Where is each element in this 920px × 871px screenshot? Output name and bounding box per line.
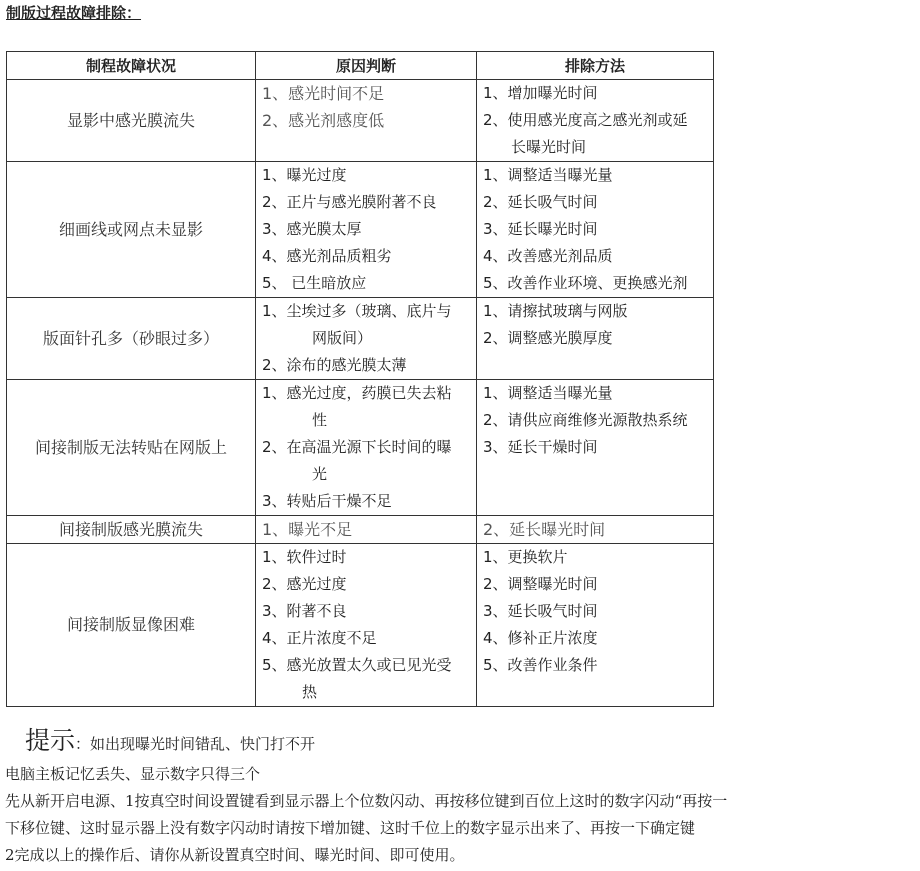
condition-cell: 间接制版无法转贴在网版上: [7, 380, 256, 516]
cause-cell: [256, 544, 477, 707]
table-row: [7, 380, 714, 516]
cause-line: 3、附著不良: [262, 602, 347, 620]
remedy-line: 2、调整感光膜厚度: [483, 329, 613, 347]
cause-line: 1、曝光不足: [262, 520, 353, 539]
header-remedy: 排除方法: [477, 52, 714, 80]
remedy-line: 3、延长吸气时间: [483, 602, 598, 620]
table-row: [7, 516, 714, 544]
remedy-cell: [477, 380, 714, 516]
remedy-cell: [477, 544, 714, 707]
header-condition: 制程故障状况: [7, 52, 256, 80]
cause-line: 1、感光过度，药膜已失去粘: [262, 384, 452, 402]
cause-line: 5、 已生暗放应: [262, 274, 367, 292]
condition-cell: 显影中感光膜流失: [7, 80, 256, 162]
cause-line: 性: [312, 411, 328, 429]
condition-cell: 细画线或网点未显影: [7, 162, 256, 298]
cause-line: 4、感光剂品质粗劣: [262, 247, 392, 265]
tip-line-1: [5, 724, 920, 761]
cause-cell: [256, 298, 477, 380]
cause-cell: [256, 380, 477, 516]
page-heading: 制版过程故障排除：: [6, 4, 142, 22]
tip-line-2: 电脑主板记忆丢失、显示数字只得三个: [5, 765, 261, 783]
remedy-line: 3、延长曝光时间: [483, 220, 598, 238]
remedy-cell: [477, 516, 714, 544]
cause-cell: [256, 516, 477, 544]
condition-cell: 间接制版显像困难: [7, 544, 256, 707]
remedy-cell: [477, 80, 714, 162]
condition-cell: 版面针孔多（砂眼过多）: [7, 298, 256, 380]
troubleshooting-table: [6, 51, 714, 707]
cause-line: 1、曝光过度: [262, 166, 347, 184]
remedy-line: 长曝光时间: [511, 138, 587, 156]
cause-line: 光: [312, 465, 328, 483]
cause-cell: [256, 162, 477, 298]
remedy-line: 1、调整适当曝光量: [483, 384, 613, 402]
remedy-line: 1、调整适当曝光量: [483, 166, 613, 184]
cause-line: 2、在高温光源下长时间的曝: [262, 438, 452, 456]
cause-line: 2、正片与感光膜附著不良: [262, 193, 437, 211]
cause-line: 4、正片浓度不足: [262, 629, 377, 647]
cause-line: 网版间）: [312, 329, 373, 347]
cause-line: 3、转贴后干燥不足: [262, 492, 392, 510]
remedy-line: 2、调整曝光时间: [483, 575, 598, 593]
condition-cell: 间接制版感光膜流失: [7, 516, 256, 544]
remedy-line: 2、延长曝光时间: [483, 520, 606, 539]
table-row: [7, 80, 714, 162]
cause-line: 5、感光放置太久或已见光受: [262, 656, 452, 674]
remedy-line: 2、延长吸气时间: [483, 193, 598, 211]
cause-line: 2、涂布的感光膜太薄: [262, 356, 407, 374]
tip-line-3: 先从新开启电源、1按真空时间设置键看到显示器上个位数闪动、再按移位键到百位上这时的数字闪动“再按一: [5, 792, 728, 810]
remedy-line: 4、改善感光剂品质: [483, 247, 613, 265]
remedy-line: 1、增加曝光时间: [483, 84, 598, 102]
header-cause: 原因判断: [256, 52, 477, 80]
tip-line-5: 2完成以上的操作后、请你从新设置真空时间、曝光时间、即可使用。: [5, 846, 465, 864]
table-row: [7, 544, 714, 707]
remedy-line: 3、延长干燥时间: [483, 438, 598, 456]
remedy-line: 1、更换软片: [483, 548, 568, 566]
remedy-line: 2、请供应商维修光源散热系统: [483, 411, 688, 429]
table-row: [7, 162, 714, 298]
cause-line: 热: [302, 683, 318, 701]
table-row: [7, 298, 714, 380]
cause-line: 2、感光剂感度低: [262, 111, 385, 130]
tip-section: [5, 724, 920, 869]
tip-label: 提示: [25, 726, 76, 755]
cause-line: 1、感光时间不足: [262, 84, 385, 103]
cause-cell: [256, 80, 477, 162]
cause-line: 3、感光膜太厚: [262, 220, 362, 238]
remedy-line: 1、请擦拭玻璃与网版: [483, 302, 628, 320]
remedy-line: 5、改善作业条件: [483, 656, 598, 674]
remedy-line: 2、使用感光度高之感光剂或延: [483, 111, 688, 129]
cause-line: 1、尘埃过多（玻璃、底片与: [262, 302, 452, 320]
table-header-row: [7, 52, 714, 80]
tip-text: ：如出现曝光时间错乱、快门打不开: [75, 735, 316, 753]
remedy-line: 4、修补正片浓度: [483, 629, 598, 647]
cause-line: 1、软件过时: [262, 548, 347, 566]
remedy-line: 5、改善作业环境、更换感光剂: [483, 274, 688, 292]
remedy-cell: [477, 162, 714, 298]
cause-line: 2、感光过度: [262, 575, 347, 593]
tip-line-4: 下移位键、这时显示器上没有数字闪动时请按下增加键、这时千位上的数字显示出来了、再按一下确定键: [5, 819, 696, 837]
remedy-cell: [477, 298, 714, 380]
